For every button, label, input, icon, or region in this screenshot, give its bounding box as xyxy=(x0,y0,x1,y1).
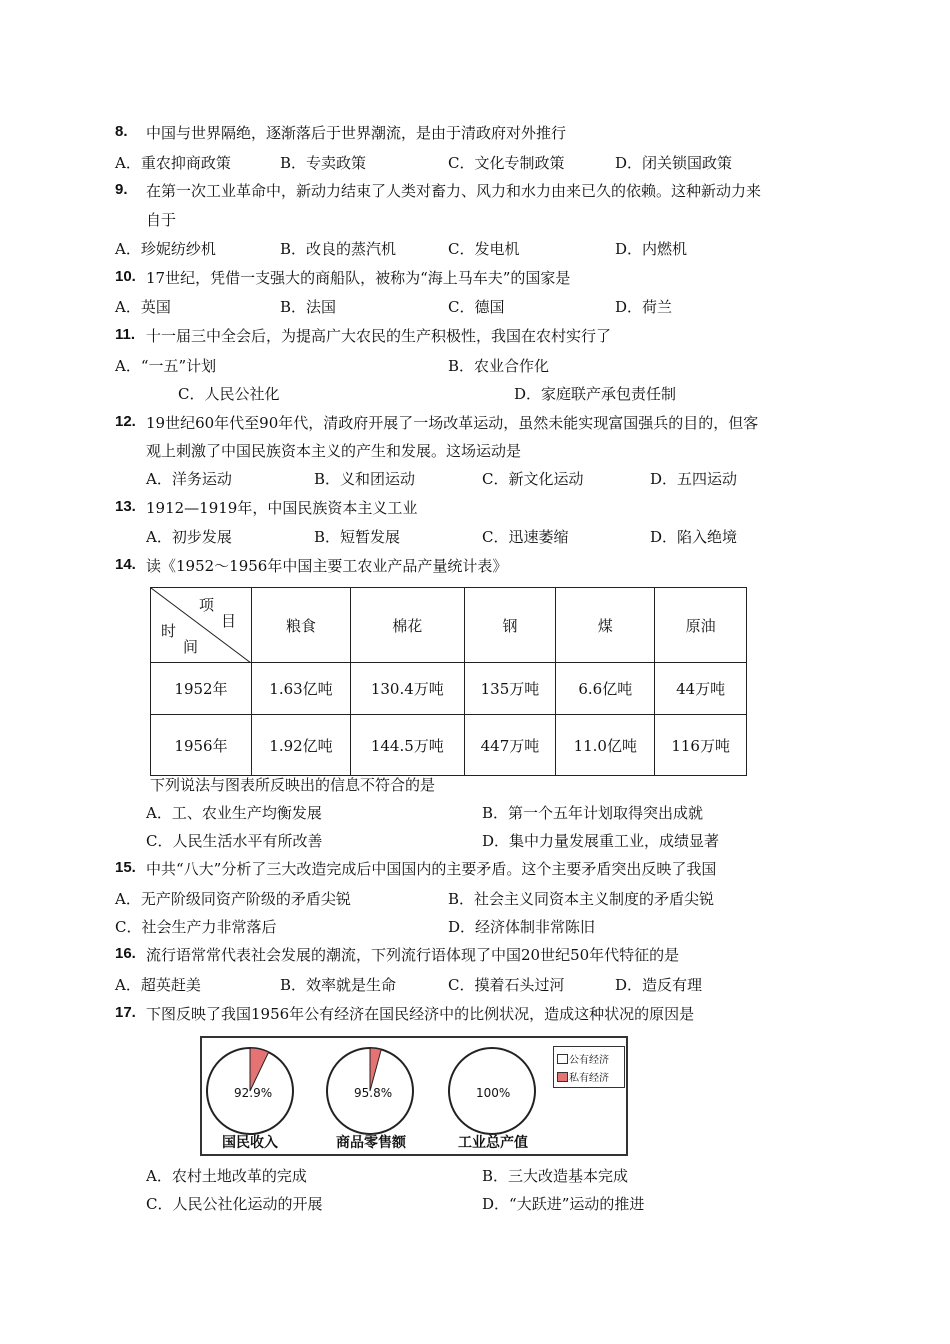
option-d: D．“大跃进”运动的推进 xyxy=(482,1195,645,1213)
statistics-table xyxy=(150,587,747,776)
question-text: 下图反映了我国1956年公有经济在国民经济中的比例状况，造成这种状况的原因是 xyxy=(146,1005,695,1023)
question-number: 14. xyxy=(115,556,136,573)
pie-value-label: 100% xyxy=(476,1086,511,1100)
legend-item-public xyxy=(557,1051,609,1066)
option-a: A．超英赶美 xyxy=(115,976,201,994)
question-text: 19世纪60年代至90年代，清政府开展了一场改革运动，虽然未能实现富国强兵的目的，但客 xyxy=(146,414,759,432)
option-c: C．人民公社化运动的开展 xyxy=(146,1195,323,1213)
question-text: 在第一次工业革命中，新动力结束了人类对畜力、风力和水力由来已久的依赖。这种新动力来 xyxy=(146,182,762,200)
legend-label: 私有经济 xyxy=(569,1073,609,1084)
option-c: C．社会生产力非常落后 xyxy=(115,918,277,936)
option-d: D．造反有理 xyxy=(615,976,703,994)
chart-legend xyxy=(553,1046,625,1088)
option-a: A．工、农业生产均衡发展 xyxy=(146,804,322,822)
question-text-cont: 自于 xyxy=(146,211,177,229)
question-text: 中共“八大”分析了三大改造完成后中国国内的主要矛盾。这个主要矛盾突出反映了我国 xyxy=(146,860,717,878)
option-a: A．珍妮纺纱机 xyxy=(115,240,216,258)
column-header: 煤 xyxy=(556,588,655,663)
legend-swatch xyxy=(557,1072,568,1082)
option-b: B．义和团运动 xyxy=(314,470,416,488)
question-number: 17. xyxy=(115,1004,136,1021)
table-cell: 144.5万吨 xyxy=(350,715,464,776)
question-text: 中国与世界隔绝，逐渐落后于世界潮流，是由于清政府对外推行 xyxy=(146,124,567,142)
question-number: 16. xyxy=(115,945,136,962)
table-cell: 1.92亿吨 xyxy=(252,715,351,776)
option-b: B．效率就是生命 xyxy=(280,976,397,994)
option-c: C．德国 xyxy=(448,298,505,316)
option-c: C．发电机 xyxy=(448,240,520,258)
table-cell: 44万吨 xyxy=(655,663,747,715)
option-d: D．集中力量发展重工业，成绩显著 xyxy=(482,832,720,850)
option-c: C．人民公社化 xyxy=(178,385,280,403)
table-cell: 135万吨 xyxy=(464,663,556,715)
column-header: 原油 xyxy=(655,588,747,663)
option-b: B．社会主义同资本主义制度的矛盾尖锐 xyxy=(448,890,715,908)
option-c: C．迅速萎缩 xyxy=(482,528,569,546)
header-label: 间 xyxy=(183,638,199,656)
option-d: D．家庭联产承包责任制 xyxy=(514,385,677,403)
option-a: A．农村土地改革的完成 xyxy=(146,1167,307,1185)
table-cell: 6.6亿吨 xyxy=(556,663,655,715)
question-number: 13. xyxy=(115,498,136,515)
pie-value-label: 92.9% xyxy=(234,1086,273,1100)
question-number: 15. xyxy=(115,859,136,876)
question-number: 10. xyxy=(115,268,136,285)
option-a: A．无产阶级同资产阶级的矛盾尖锐 xyxy=(115,890,351,908)
legend-label: 公有经济 xyxy=(569,1055,609,1066)
option-a: A．英国 xyxy=(115,298,171,316)
option-d: D．五四运动 xyxy=(650,470,738,488)
question-number: 9. xyxy=(115,181,128,198)
option-b: B．法国 xyxy=(280,298,337,316)
option-a: A．“一五”计划 xyxy=(115,357,217,375)
table-cell: 130.4万吨 xyxy=(350,663,464,715)
option-a: A．重农抑商政策 xyxy=(115,154,231,172)
row-year: 1952年 xyxy=(151,663,252,715)
table-cell: 11.0亿吨 xyxy=(556,715,655,776)
column-header: 钢 xyxy=(464,588,556,663)
header-label: 目 xyxy=(221,612,237,630)
question-number: 12. xyxy=(115,413,136,430)
pie-caption: 工业总产值 xyxy=(458,1135,528,1151)
pie-caption: 国民收入 xyxy=(222,1135,278,1151)
option-b: B．专卖政策 xyxy=(280,154,367,172)
question-text: 17世纪，凭借一支强大的商船队，被称为“海上马车夫”的国家是 xyxy=(146,269,571,287)
option-d: D．内燃机 xyxy=(615,240,688,258)
pie-value-label: 95.8% xyxy=(354,1086,393,1100)
question-number: 11. xyxy=(115,326,136,343)
option-c: C．人民生活水平有所改善 xyxy=(146,832,323,850)
question-number: 8. xyxy=(115,123,128,140)
option-c: C．新文化运动 xyxy=(482,470,584,488)
option-d: D．经济体制非常陈旧 xyxy=(448,918,596,936)
table-row xyxy=(151,663,747,715)
option-d: D．闭关锁国政策 xyxy=(615,154,733,172)
table-cell: 1.63亿吨 xyxy=(252,663,351,715)
table-cell: 116万吨 xyxy=(655,715,747,776)
pie-chart-figure xyxy=(200,1036,628,1156)
row-year: 1956年 xyxy=(151,715,252,776)
option-d: D．陷入绝境 xyxy=(650,528,738,546)
option-b: B．改良的蒸汽机 xyxy=(280,240,397,258)
option-a: A．洋务运动 xyxy=(146,470,232,488)
table-cell: 447万吨 xyxy=(464,715,556,776)
option-b: B．短暂发展 xyxy=(314,528,401,546)
option-c: C．摸着石头过河 xyxy=(448,976,565,994)
legend-swatch xyxy=(557,1054,568,1064)
column-header: 粮食 xyxy=(252,588,351,663)
option-c: C．文化专制政策 xyxy=(448,154,565,172)
header-label: 项 xyxy=(199,596,215,614)
table-corner-header xyxy=(151,588,252,663)
question-text: 流行语常常代表社会发展的潮流，下列流行语体现了中国20世纪50年代特征的是 xyxy=(146,946,680,964)
pie-caption: 商品零售额 xyxy=(336,1135,406,1151)
question-text-cont: 观上刺激了中国民族资本主义的产生和发展。这场运动是 xyxy=(146,442,522,460)
option-b: B．第一个五年计划取得突出成就 xyxy=(482,804,704,822)
legend-item-private xyxy=(557,1069,609,1084)
option-b: B．农业合作化 xyxy=(448,357,550,375)
table-row xyxy=(151,715,747,776)
header-label: 时 xyxy=(161,622,177,640)
option-d: D．荷兰 xyxy=(615,298,673,316)
question-text: 1912—1919年，中国民族资本主义工业 xyxy=(146,499,418,517)
column-header: 棉花 xyxy=(350,588,464,663)
option-a: A．初步发展 xyxy=(146,528,232,546)
question-text-cont: 下列说法与图表所反映出的信息不符合的是 xyxy=(150,776,436,794)
option-b: B．三大改造基本完成 xyxy=(482,1167,629,1185)
question-text: 读《1952～1956年中国主要工农业产品产量统计表》 xyxy=(146,557,508,575)
question-text: 十一届三中全会后，为提高广大农民的生产积极性，我国在农村实行了 xyxy=(146,327,612,345)
